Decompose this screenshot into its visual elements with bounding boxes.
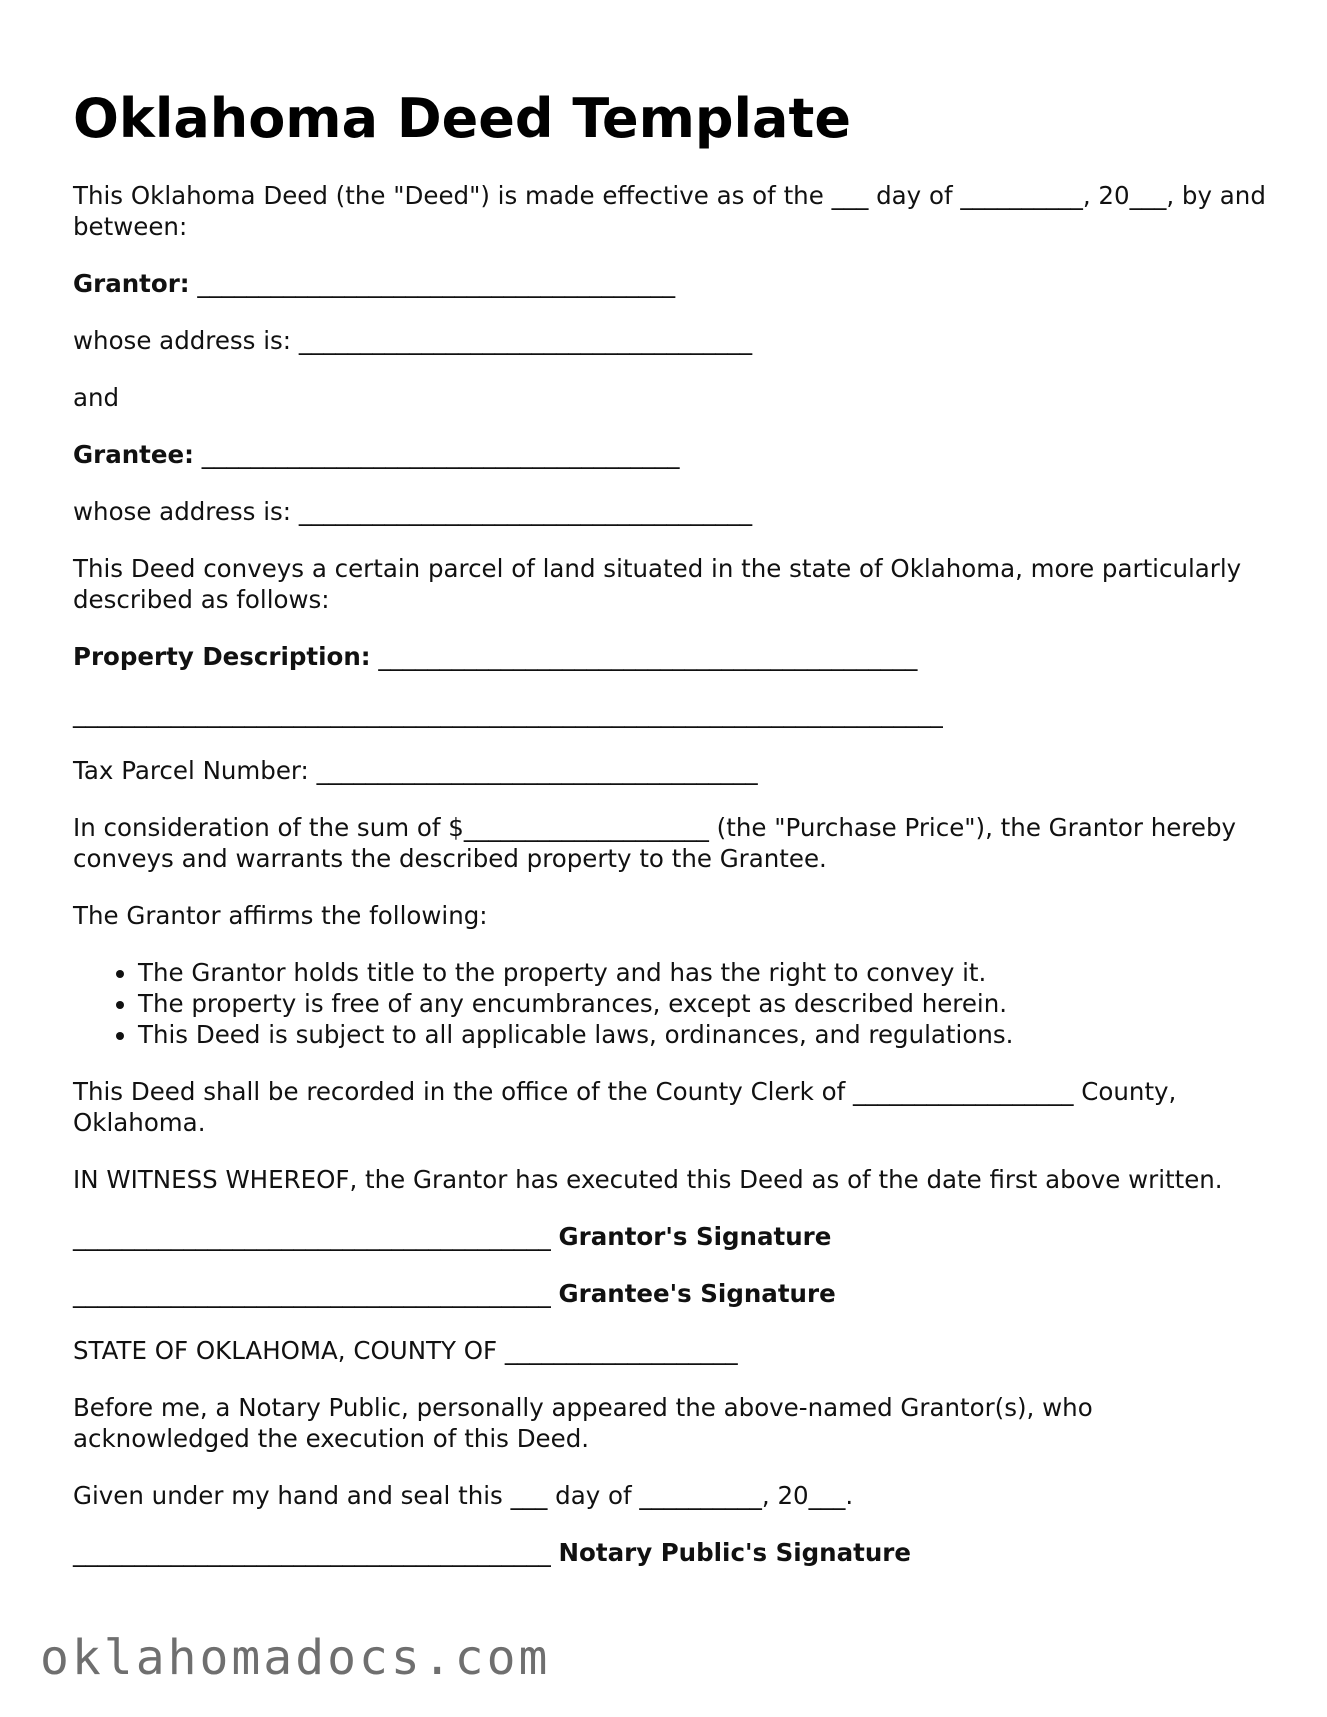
grantor-signature-blank: _______________________________________ [73,1222,551,1252]
notary-signature-blank: _______________________________________ [73,1538,551,1568]
affirms-paragraph: The Grantor affirms the following: [73,901,488,931]
grantee-signature-line [73,1278,1273,1309]
grantee-name-blank: _______________________________________ [201,440,680,470]
witness-paragraph: IN WITNESS WHEREOF, the Grantor has executed this Deed as of the date first above written. [73,1165,1223,1195]
notary-signature-label: Notary Public's Signature [558,1538,911,1568]
state-county-line: STATE OF OKLAHOMA, COUNTY OF ___________________ [73,1336,738,1366]
grantee-label: Grantee: [73,440,194,470]
consideration-paragraph: In consideration of the sum of $____________________ (the "Purchase Price"), the Grantor hereby conveys and warrants the described property to the Grantee. [73,813,1236,874]
tax-parcel-line: Tax Parcel Number: ____________________________________ [73,756,758,786]
deed-document [73,88,1273,1594]
and-text: and [73,383,120,413]
notary-paragraph: Before me, a Notary Public, personally appeared the above-named Grantor(s), who acknowledged the execution of this Deed. [73,1393,1093,1454]
watermark: oklahomadocs.com [40,1630,551,1686]
conveys-paragraph: This Deed conveys a certain parcel of land situated in the state of Oklahoma, more particularly described as follows: [73,554,1242,615]
list-item: • The Grantor holds title to the property and has the right to convey it. [138,957,1273,988]
grantor-address: whose address is: _____________________________________ [73,326,753,356]
grantee-signature-blank: _______________________________________ [73,1279,551,1309]
grantee-address: whose address is: _____________________________________ [73,497,753,527]
property-description-label: Property Description: [73,642,371,672]
grantee-line [73,439,1273,470]
recorded-paragraph: This Deed shall be recorded in the office of the County Clerk of __________________ County, Oklahoma. [73,1077,1177,1138]
list-item: • This Deed is subject to all applicable laws, ordinances, and regulations. [138,1019,1273,1050]
given-under-hand-line: Given under my hand and seal this ___ day of __________, 20___. [73,1481,854,1511]
list-item: • The property is free of any encumbrances, except as described herein. [138,988,1273,1019]
grantor-signature-label: Grantor's Signature [558,1222,832,1252]
grantor-label: Grantor: [73,269,190,299]
notary-signature-line [73,1537,1273,1568]
page-title: Oklahoma Deed Template [73,87,851,150]
grantor-signature-line [73,1221,1273,1252]
affirmations-list [73,957,1273,1050]
grantor-name-blank: _______________________________________ [197,269,676,299]
grantor-line [73,268,1273,299]
property-description-line [73,641,1273,672]
property-description-blank: ____________________________________________ [378,642,918,672]
intro-paragraph: This Oklahoma Deed (the "Deed") is made effective as of the ___ day of __________, 20___, by and between: [73,181,1266,242]
property-description-extra-line: _______________________________________________________________________ [73,699,943,729]
grantee-signature-label: Grantee's Signature [558,1279,836,1309]
